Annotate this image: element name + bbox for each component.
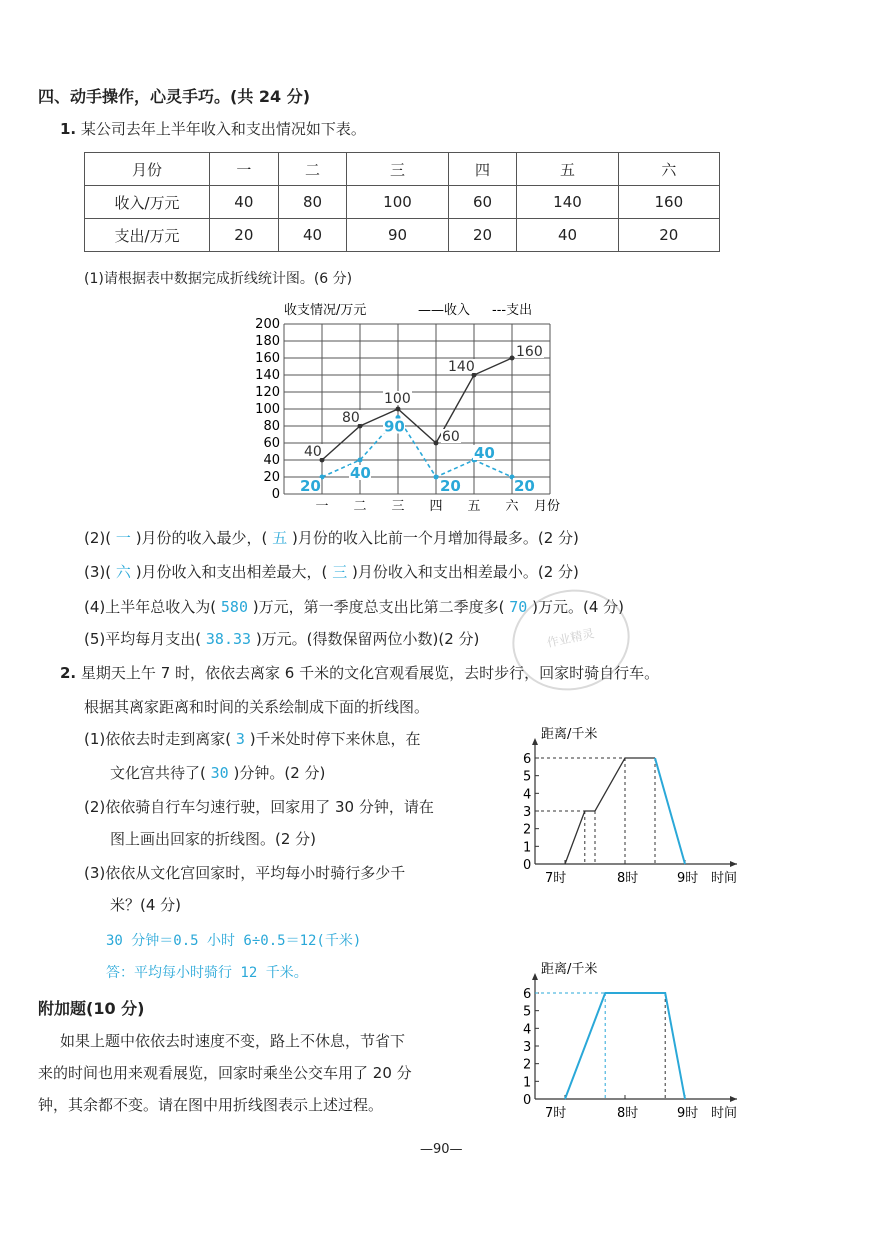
y-axis-arrow (532, 973, 538, 980)
y-tick-label: 120 (255, 385, 280, 400)
chart-grid (284, 324, 550, 494)
income-point (396, 407, 401, 412)
text: (1)依依去时走到离家( (84, 730, 232, 748)
table-cell: 20 (210, 219, 279, 252)
y-tick-label: 60 (263, 436, 280, 451)
x-axis-arrow (730, 861, 737, 867)
x-tick-label: 三 (391, 499, 405, 514)
expense-data-label: 40 (474, 444, 495, 462)
x-tick-label: 六 (505, 499, 519, 514)
table-cell: 60 (448, 186, 517, 219)
table-cell: 90 (347, 219, 448, 252)
y-tick-label: 200 (255, 317, 280, 332)
x-tick-label: 二 (353, 499, 367, 514)
table-cell: 五 (517, 153, 618, 186)
q1-sub5 (84, 628, 479, 649)
y-tick-label: 140 (255, 368, 280, 383)
table-header-row (85, 153, 720, 186)
income-data-label: 40 (304, 444, 322, 460)
table-cell: 一 (210, 153, 279, 186)
q2-s2-line2: 图上画出回家的折线图。(2 分) (110, 830, 317, 848)
q1-sub2 (84, 527, 579, 548)
table-cell: 100 (347, 186, 448, 219)
chart-x-label: 月份 (534, 499, 561, 514)
y-tick-label: 3 (523, 805, 532, 820)
expense-data-label: 20 (440, 477, 461, 495)
q2-s1-line2 (110, 762, 325, 783)
answer: 3 (235, 730, 245, 748)
q1-text: 某公司去年上半年收入和支出情况如下表。 (80, 120, 366, 138)
bonus-line2: 来的时间也用来观看展览，回家时乘坐公交车用了 20 分 (38, 1064, 412, 1082)
y-tick-label: 3 (523, 1040, 532, 1055)
table-cell: 40 (210, 186, 279, 219)
y-tick-label: 160 (255, 351, 280, 366)
q1-sub3 (84, 561, 579, 582)
table-cell: 40 (278, 219, 347, 252)
q1-sub1: (1)请根据表中数据完成折线统计图。(6 分) (84, 271, 353, 287)
answer: 一 (115, 529, 131, 547)
text: (3)( (84, 563, 112, 581)
income-expense-line-chart (240, 296, 590, 516)
x-tick-label: 一 (315, 499, 329, 514)
income-data-label: 140 (448, 359, 475, 375)
chart-x-ticks (315, 499, 519, 514)
bonus-line1: 如果上题中依依去时速度不变，路上不休息，节省下 (60, 1032, 406, 1050)
x-tick-label: 9时 (677, 1106, 699, 1121)
answer: 30 (210, 764, 229, 782)
y-tick-label: 40 (263, 453, 280, 468)
table-cell: 40 (517, 219, 618, 252)
q2-work-line2: 答：平均每小时骑行 12 千米。 (106, 965, 308, 981)
answer: 六 (115, 563, 131, 581)
table-cell: 月份 (85, 153, 210, 186)
y-tick-label: 0 (523, 1093, 532, 1108)
income-point (510, 356, 515, 361)
income-data-label: 100 (384, 391, 411, 407)
table-cell: 160 (618, 186, 719, 219)
chart-y-ticks (255, 317, 280, 502)
expense-data-label: 90 (384, 417, 405, 436)
y-tick-label: 2 (523, 1057, 532, 1073)
expense-data-label: 20 (300, 477, 321, 495)
table-cell: 四 (448, 153, 517, 186)
table-cell: 140 (517, 186, 618, 219)
answer: 五 (272, 529, 288, 547)
x-axis-label: 时间 (711, 1106, 738, 1121)
q2-s1-line1 (84, 728, 421, 749)
x-tick-label: 四 (429, 499, 443, 514)
x-axis-label: 时间 (711, 871, 738, 886)
page-number: —90— (420, 1142, 463, 1157)
table-row (85, 219, 720, 252)
x-tick-label: 8时 (617, 1106, 639, 1121)
expense-point (358, 458, 363, 463)
income-data-label: 80 (342, 410, 360, 426)
text: 文化宫共待了( (110, 764, 206, 782)
bonus-line3: 钟，其余都不变。请在图中用折线图表示上述过程。 (38, 1096, 384, 1114)
q2-line1 (60, 662, 659, 683)
y-tick-label: 5 (523, 1004, 532, 1020)
x-tick-label: 五 (467, 499, 481, 514)
answer: 70 (509, 598, 528, 616)
text: )万元。(得数保留两位小数)(2 分) (255, 630, 480, 648)
y-tick-label: 180 (255, 334, 280, 349)
bonus-title: 附加题(10 分) (38, 999, 145, 1018)
expense-point (434, 475, 439, 480)
table-cell: 20 (618, 219, 719, 252)
text: )千米处时停下来休息，在 (249, 730, 421, 748)
distance-time-chart-bonus (505, 955, 755, 1125)
table-cell: 三 (347, 153, 448, 186)
y-tick-label: 6 (523, 752, 532, 767)
legend-expense: ---支出 (492, 303, 533, 318)
y-tick-label: 0 (523, 858, 532, 873)
text: )万元，第一季度总支出比第二季度多( (252, 598, 505, 616)
answer: 三 (332, 563, 348, 581)
answer: 38.33 (205, 630, 252, 648)
q2-number: 2. (60, 664, 77, 682)
table-cell: 二 (278, 153, 347, 186)
text: 星期天上午 7 时，依依去离家 6 千米的文化宫观看展览，去时步行，回家时骑自行车。 (80, 664, 660, 682)
table-cell: 80 (278, 186, 347, 219)
y-tick-label: 1 (523, 1075, 532, 1091)
x-tick-label: 8时 (617, 871, 639, 886)
q2-s3-line1: (3)依依从文化宫回家时，平均每小时骑行多少千 (84, 864, 406, 882)
q1-number: 1. (60, 120, 77, 138)
text: )月份收入和支出相差最大，( (135, 563, 328, 581)
x-axis-arrow (730, 1096, 737, 1102)
legend-income: ——收入 (418, 303, 471, 318)
distance-time-chart-q2 (505, 720, 755, 890)
y-tick-label: 1 (523, 840, 532, 856)
text: )月份收入和支出相差最小。(2 分) (351, 563, 579, 581)
x-tick-label: 7时 (545, 871, 567, 886)
answer: 580 (220, 598, 248, 616)
table-cell: 六 (618, 153, 719, 186)
y-tick-label: 4 (523, 787, 532, 803)
text: )万元。(4 分) (532, 598, 624, 616)
table-cell: 20 (448, 219, 517, 252)
q2-work-line1: 30 分钟＝0.5 小时 6÷0.5＝12(千米) (106, 933, 362, 949)
distance-line (655, 758, 685, 864)
text: )月份的收入最少，( (135, 529, 268, 547)
q2-s3-line2: 米？(4 分) (110, 896, 182, 914)
text: )月份的收入比前一个月增加得最多。(2 分) (291, 529, 579, 547)
chart-y-label: 收支情况/万元 (284, 303, 367, 318)
y-axis-label: 距离/千米 (541, 727, 598, 742)
income-data-label: 160 (516, 344, 543, 360)
text: (2)( (84, 529, 112, 547)
q2-s2-line1: (2)依依骑自行车匀速行驶，回家用了 30 分钟，请在 (84, 798, 434, 816)
watermark-stamp: 作业精灵 (503, 579, 639, 701)
y-axis-label: 距离/千米 (541, 962, 598, 977)
y-tick-label: 2 (523, 822, 532, 838)
table-cell: 收入/万元 (85, 186, 210, 219)
section-title: 四、动手操作，心灵手巧。(共 24 分) (38, 87, 311, 106)
distance-line (565, 993, 685, 1099)
table-row (85, 186, 720, 219)
x-tick-label: 7时 (545, 1106, 567, 1121)
y-axis-arrow (532, 738, 538, 745)
income-data-label: 60 (442, 429, 460, 445)
q2-line2: 根据其离家距离和时间的关系绘制成下面的折线图。 (84, 698, 430, 716)
q1-stem (60, 118, 366, 139)
expense-data-label: 40 (350, 464, 371, 482)
income-point (434, 441, 439, 446)
y-tick-label: 0 (271, 487, 280, 502)
income-expense-table (84, 152, 720, 252)
chart-data-labels (299, 344, 544, 495)
x-tick-label: 9时 (677, 871, 699, 886)
y-tick-label: 6 (523, 987, 532, 1002)
y-tick-label: 4 (523, 1022, 532, 1038)
y-tick-label: 5 (523, 769, 532, 785)
y-tick-label: 100 (255, 402, 280, 417)
y-tick-label: 80 (263, 419, 280, 434)
text: (4)上半年总收入为( (84, 598, 217, 616)
text: )分钟。(2 分) (233, 764, 326, 782)
y-tick-label: 20 (263, 470, 280, 485)
expense-data-label: 20 (514, 477, 535, 495)
text: (5)平均每月支出( (84, 630, 202, 648)
table-cell: 支出/万元 (85, 219, 210, 252)
